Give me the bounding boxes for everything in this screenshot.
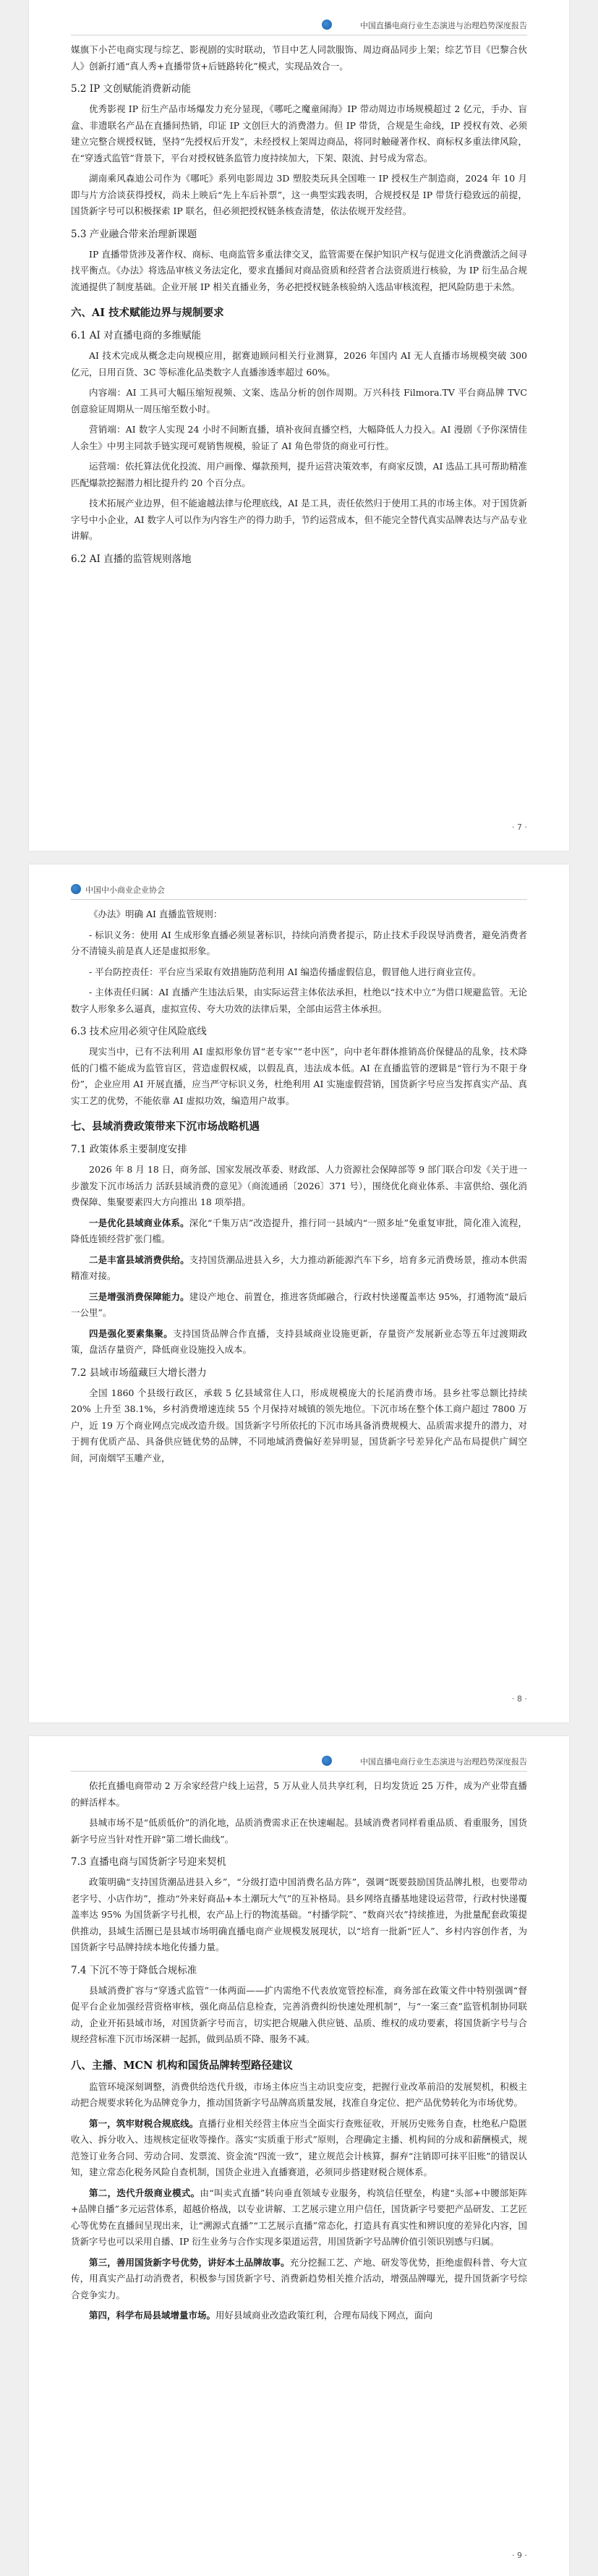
body-paragraph: 一是优化县域商业体系。深化“千集万店”改造提升，推行同一县域内“一照多址”免重复审批，简化准入流程，降低连锁经营扩张门槛。 (71, 1217, 527, 1244)
page-body (71, 1778, 527, 2329)
subsection-heading: 7.4 下沉不等于降低合规标准 (71, 1964, 197, 1976)
body-paragraph: 媒旗下小芒电商实现与综艺、影视剧的实时联动，节目中艺人同款服饰、周边商品同步上架；综艺节目《巴黎合伙人》创新打通“真人秀+直播带货+后链路转化”模式，实现品效合一。 (71, 44, 527, 72)
header-org-name: 中国中小商业企业协会 (85, 885, 165, 895)
body-paragraph: 政策明确“支持国货潮品进县入乡”，“分级打造中国消费名品方阵”，强调“既要鼓励国货品牌扎根，也要带动老字号、小店作坊”，推动“外来好商品+本土潮玩大气”的互补格局。县乡网络直播基地建设运营带，行政村快递覆盖率达 95% 为国货新字号扎根，农产品上行的物流基础。“村播学院”、“数商兴农”持续推进，为批量配套政策提供推动，县域生活圈已是县域市场明确直播电商产业规模发展现状，以“培育一批新“匠人”、乡村内容创作者，为国货新字号品牌持续本地化传播力量。 (71, 1876, 527, 1952)
report-logo-icon (322, 20, 332, 30)
body-paragraph: 湖南乘风森迪公司作为《哪吒》系列电影周边 3D 塑胶类玩具全国唯一 IP 授权生产制造商，2024 年 10 月即与片方洽谈获得授权，尚未上映后“先上车后补票”，这一典型实践表明，合规授权是 IP 带货行稳致远的前提，国货新字号可以积极探索 IP 联名，但必须把授权链条核查清楚，依法依规开发经营。 (71, 173, 527, 216)
subsection-heading: 5.2 IP 文创赋能消费新动能 (71, 83, 191, 95)
body-paragraph: 依托直播电商带动 2 万余家经营户线上运营，5 万从业人员共享红利，日均发货近 25 万件，成为产业带直播的鲜活样本。 (71, 1780, 527, 1808)
page-header (71, 13, 527, 35)
body-paragraph: 三是增强消费保障能力。建设产地仓、前置仓，推进客货邮融合，行政村快递覆盖率达 95%，打通物流“最后一公里”。 (71, 1291, 527, 1318)
page-number: · 8 · (512, 1694, 527, 1704)
page-header (71, 1749, 527, 1772)
body-paragraph: AI 技术完成从概念走向规模应用，据赛迪顾问相关行业测算，2026 年国内 AI 无人直播市场规模突破 300 亿元，日用百货、3C 等标准化品类数字人直播渗透率超过 60%。 (71, 350, 527, 378)
body-paragraph: 优秀影视 IP 衍生产品市场爆发力充分显现，《哪吒之魔童闹海》IP 带动周边市场规模超过 2 亿元，手办、盲盒、非遗联名产品在直播间热销，印证 IP 文创巨大的消费潜力。但 IP 带货，合规是生命线，IP 授权有效、必须建立完整合规授权链，坚持“先授权后开发”，未经授权上架周边商品，将同时触碰著作权、商标权多重法律风险，在“穿透式监管”背景下，平台对授权链条监管力度持续加大，下架、限流、封号成为常态。 (71, 103, 527, 163)
body-paragraph: 全国 1860 个县级行政区，承载 5 亿县域常住人口，形成规模庞大的长尾消费市场。县乡社零总额比持续 20% 上升至 38.1%，乡村消费增速连续 55 个月保持对城镇的领先地位。下沉市场在整个体工商户超过 7800 万户，近 19 万个商业网点完成改造升级。国货新字号所依托的下沉市场具备消费规模大、品质需求提升的潜力，对于拥有优质产品、具备供应链优势的品牌，不同地域消费偏好差异明显，国货新字号差异化产品布局提供广阔空间，河南烟罕玉雕产业， (71, 1387, 527, 1463)
body-paragraph: 县域消费扩容与“穿透式监管”一体两面——扩内需绝不代表放宽管控标准，商务部在政策文件中特别强调“督促平台企业加强经营资格审核，强化商品信息检查，完善消费纠纷快速处理机制”，与“一案三查”监管机制协同联动，企业开拓县域市场，对国货新字号而言，切实把合规融入供应链、品质、维权的成功要素，将国货新字号与合规经营标准下沉市场深耕一起抓，做到品质不降、服务不减。 (71, 1984, 527, 2044)
subsection-heading: 7.3 直播电商与国货新字号迎来契机 (71, 1856, 226, 1868)
section-heading: 七、县域消费政策带来下沉市场战略机遇 (71, 1121, 260, 1133)
section-heading: 八、主播、MCN 机构和国货品牌转型路径建议 (71, 2059, 293, 2072)
body-paragraph: - 平台防控责任：平台应当采取有效措施防范利用 AI 编造传播虚假信息，假冒他人进行商业宣传。 (89, 966, 482, 977)
body-paragraph: 内容端：AI 工具可大幅压缩短视频、文案、选品分析的创作周期。万兴科技 Filmora.TV 平台商品牌 TVC 创意验证周期从一周压缩至数小时。 (71, 387, 527, 415)
report-logo-icon (322, 1756, 332, 1766)
body-paragraph: 运营端：依托算法优化投流、用户画像、爆款预判，提升运营决策效率，有商家反馈，AI 选品工具可帮助精准匹配爆款挖掘潜力相比提升约 20 个百分点。 (71, 461, 527, 488)
page-header (71, 877, 527, 900)
page-body (71, 906, 527, 1471)
body-paragraph: 第一，筑牢财税合规底线。直播行业相关经营主体应当全面实行查账征收，开展历史账务自查，杜绝私户隐匿收入、拆分收入、违规核定征收等操作。落实“实质重于形式”原则，合理确定主播、机构间的分成和薪酬模式，规范签订业务合同、劳动合同、发票流、资金流“四流一致”，建立规范会计核算，摒弃“注销即可抹平旧账”的错误认知，建立常态化税务风险自查机制，国货企业进入直播赛道，必须同步搭建财税合规体系。 (71, 2117, 527, 2177)
subsection-heading: 7.1 政策体系主要制度安排 (71, 1144, 187, 1155)
section-heading: 六、AI 技术赋能边界与规制要求 (71, 307, 224, 319)
association-logo-icon (71, 884, 81, 894)
page-number: · 9 · (512, 2551, 527, 2560)
subsection-heading: 5.3 产业融合带来治理新课题 (71, 228, 197, 240)
body-paragraph: 技术拓展产业边界，但不能逾越法律与伦理底线，AI 是工具，责任依然归于使用工具的市场主体。对于国货新字号中小企业，AI 数字人可以作为内容生产的得力助手，节约运营成本，但不能完全替代真实品牌表达与产品专业讲解。 (71, 498, 527, 541)
header-title: 中国直播电商行业生态演进与治理趋势深度报告 (360, 21, 527, 30)
body-paragraph: 二是丰富县域消费供给。支持国货潮品进县入乡，大力推动新能源汽车下乡，培育多元消费场景，推动本供需精准对接。 (71, 1254, 527, 1281)
body-paragraph: 四是强化要素集聚。支持国货品牌合作直播，支持县域商业设施更新，存量资产发展新业态等五年过渡期政策，盘活存量资产，降低商业设施投入成本。 (71, 1327, 527, 1355)
body-paragraph: 2026 年 8 月 18 日，商务部、国家发展改革委、财政部、人力资源社会保障部等 9 部门联合印发《关于进一步激发下沉市场活力 活跃县域消费的意见》（商流通函〔2026〕371 号），围绕优化商业体系、丰富供给、强化消费保障、集聚要素四大方向推出 18 项举措。 (71, 1164, 527, 1207)
body-paragraph: 第三，善用国货新字号优势，讲好本土品牌故事。充分挖掘工艺、产地、研发等优势，拒绝虚假科普、夸大宣传，用真实产品打动消费者，积极参与国货新字号、消费新趋势相关推介活动，增强品牌曝光，提升国货新字号综合竞争实力。 (71, 2256, 527, 2300)
body-paragraph: 县城市场不是“低质低价”的消化地，品质消费需求正在快速崛起。县域消费者同样看重品质、看重服务，国货新字号应当针对性开辟“第二增长曲线”。 (71, 1817, 527, 1845)
subsection-heading: 6.1 AI 对直播电商的多维赋能 (71, 330, 202, 341)
body-paragraph: 营销端：AI 数字人实现 24 小时不间断直播，填补夜间直播空档，大幅降低人力投入。AI 漫剧《予你深情佳人余生》中男主同款手链实现可观销售规模，验证了 AI 角色带货的商业可行性。 (71, 424, 527, 451)
body-paragraph: 现实当中，已有不法利用 AI 虚拟形象仿冒“老专家”“老中医”，向中老年群体推销高价保健品的乱象，技术降低的门槛不能成为监管盲区，营造虚假权威，以假乱真，违法成本低。AI 在直播监管的逻辑是“管行为不限于身份”，企业应用 AI 开展直播，应当严守标识义务，杜绝利用 AI 实施虚假营销，国货新字号应当发挥真实产品、真实工艺的优势，不能依靠 AI 虚拟功效，编造用户故事。 (71, 1046, 527, 1106)
body-paragraph: IP 直播带货涉及著作权、商标、电商监管多重法律交叉，监管需要在保护知识产权与促进文化消费激活之间寻找平衡点。《办法》将选品审核义务法定化，要求直播间对商品资质和经营者合法资质进行核验，为 IP 衍生品合规流通提供了制度基础。企业开展 IP 相关直播业务，务必把授权链条核验纳入选品审核流程，把风险防患于未然。 (71, 248, 527, 292)
page-body (71, 42, 527, 571)
body-paragraph: - 主体责任归属：AI 直播产生违法后果，由实际运营主体依法承担，杜绝以“技术中立”为借口规避监管。无论数字人形象多么逼真，虚拟宣传、夸大功效的法律后果，全部由运营主体承担。 (71, 987, 527, 1014)
report-page-8 (29, 864, 569, 1722)
header-title: 中国直播电商行业生态演进与治理趋势深度报告 (360, 1757, 527, 1767)
body-paragraph: 第二，迭代升级商业模式。由“叫卖式直播”转向垂直领域专业服务，构筑信任壁垒，构建“头部+中腰部矩阵+品牌自播”多元运营体系，超越价格战，以专业讲解、工艺展示建立用户信任，国货新字号要把产品研发、工艺匠心等优势在直播间呈现出来，让“溯源式直播”“工艺展示直播”常态化，打造具有真实性和辨识度的差异化内容，国货新字号也可以采用自播、IP 衍生业务与合作实现多渠道运营，用国货新字号品牌价值引领识别感与归属。 (71, 2187, 527, 2247)
report-page-9 (29, 1736, 569, 2576)
subsection-heading: 6.2 AI 直播的监管规则落地 (71, 553, 192, 565)
body-paragraph: - 标识义务：使用 AI 生成形象直播必须显著标识，持续向消费者提示，防止技术手段误导消费者，避免消费者分不清镜头前是真人还是虚拟形象。 (71, 929, 527, 956)
body-paragraph: 第四，科学布局县域增量市场。用好县域商业改造政策红利，合理布局线下网点，面向 (89, 2310, 433, 2321)
body-paragraph: 《办法》明确 AI 直播监管规则： (89, 909, 223, 919)
subsection-heading: 7.2 县域市场蕴藏巨大增长潜力 (71, 1366, 207, 1379)
report-page-7 (29, 0, 569, 851)
subsection-heading: 6.3 技术应用必须守住风险底线 (71, 1026, 207, 1037)
body-paragraph: 监管环境深刻调整，消费供给迭代升级，市场主体应当主动识变应变，把握行业改革前沿的发展契机，积极主动把合规要求转化为品牌竞争力，推动国货新字号品牌高质量发展，找准自身定位、把产品优势转化为市场优势。 (71, 2080, 527, 2108)
page-number: · 7 · (512, 822, 527, 832)
